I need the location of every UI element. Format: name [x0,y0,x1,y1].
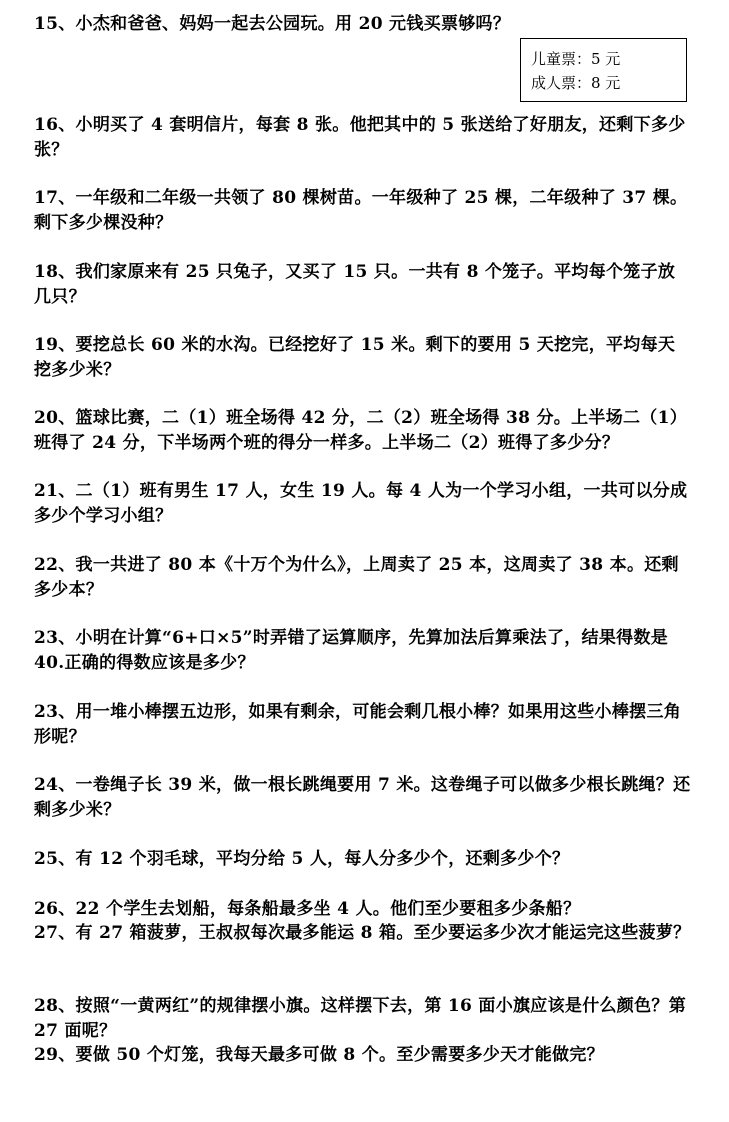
problem-19: 19、要挖总长 60 米的水沟。已经挖好了 15 米。剩下的要用 5 天挖完，平均每天挖多少米？ [34,335,676,380]
ticket-price-box [520,38,687,102]
problem-29: 29、要做 50 个灯笼，我每天最多可做 8 个。至少需要多少天才能做完？ [34,1045,604,1065]
problem-25: 25、有 12 个羽毛球，平均分给 5 人，每人分多少个，还剩多少个？ [34,849,570,869]
problem-23-sticks: 23、用一堆小棒摆五边形，如果有剩余，可能会剩几根小棒？如果用这些小棒摆三角形呢？ [34,702,682,747]
problem-27: 27、有 27 箱菠萝，王叔叔每次最多能运 8 箱。至少要运多少次才能运完这些菠萝？ [34,923,691,943]
problem-16: 16、小明买了 4 套明信片，每套 8 张。他把其中的 5 张送给了好朋友，还剩下多少张？ [34,115,686,160]
child-ticket-price: 儿童票：5 元 [531,50,621,68]
problem-24: 24、一卷绳子长 39 米，做一根长跳绳要用 7 米。这卷绳子可以做多少根长跳绳？还剩多少米？ [34,775,691,820]
problem-18: 18、我们家原来有 25 只兔子，又买了 15 只。一共有 8 个笼子。平均每个笼子放几只？ [34,262,676,307]
problem-26: 26、22 个学生去划船，每条船最多坐 4 人。他们至少要租多少条船？ [34,899,581,919]
problem-15: 15、小杰和爸爸、妈妈一起去公园玩。用 20 元钱买票够吗？ [34,14,511,34]
problem-21: 21、二（1）班有男生 17 人，女生 19 人。每 4 人为一个学习小组，一共可以分成多少个学习小组？ [34,481,688,526]
problem-22: 22、我一共进了 80 本《十万个为什么》，上周卖了 25 本，这周卖了 38 本。还剩多少本？ [34,555,679,600]
problem-23-calculation: 23、小明在计算“6+口×5”时弄错了运算顺序，先算加法后算乘法了，结果得数是 40.正确的得数应该是多少？ [34,628,669,673]
problem-17: 17、一年级和二年级一共领了 80 棵树苗。一年级种了 25 棵，二年级种了 37 棵。剩下多少棵没种？ [34,188,688,233]
problem-28: 28、按照“一黄两红”的规律摆小旗。这样摆下去，第 16 面小旗应该是什么颜色？第 27 面呢？ [34,996,687,1041]
adult-ticket-price: 成人票：8 元 [531,74,621,92]
problem-20: 20、篮球比赛，二（1）班全场得 42 分，二（2）班全场得 38 分。上半场二（1）班得了 24 分，下半场两个班的得分一样多。上半场二（2）班得了多少分？ [34,408,688,453]
